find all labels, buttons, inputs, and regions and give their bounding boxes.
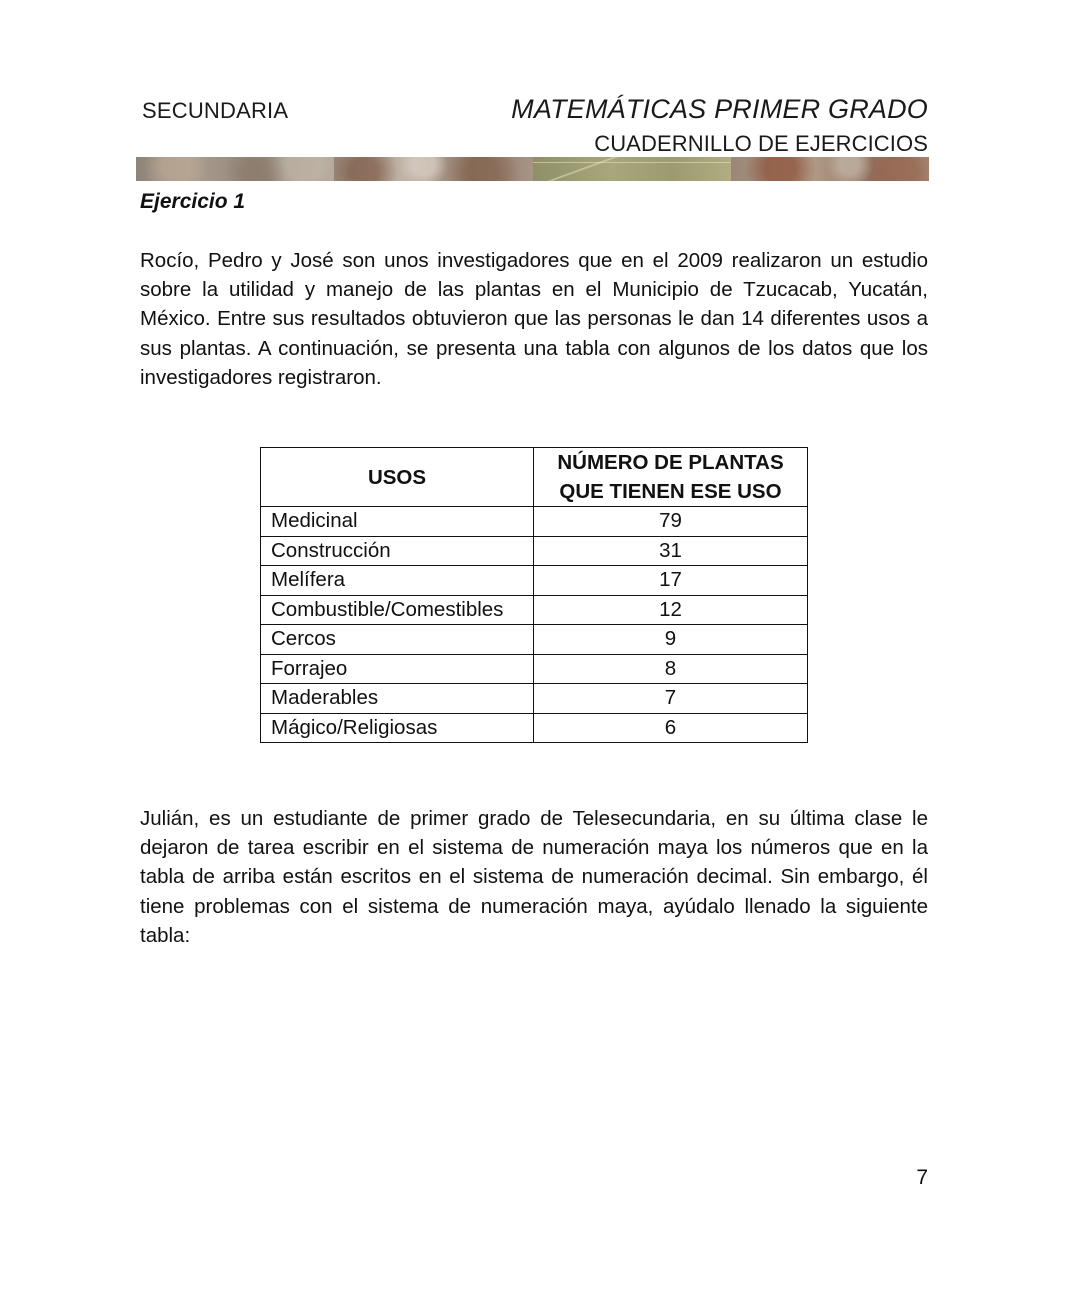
- use-cell: Combustible/Comestibles: [261, 595, 534, 625]
- banner-texture-segment: [731, 157, 929, 181]
- use-cell: Forrajeo: [261, 654, 534, 684]
- header-numero-plantas-text: NÚMERO DE PLANTAS QUE TIENEN ESE USO: [557, 451, 784, 503]
- use-cell: Maderables: [261, 684, 534, 714]
- count-cell: 79: [534, 507, 808, 537]
- exercise-title: Ejercicio 1: [140, 190, 246, 213]
- table-row: [261, 654, 808, 684]
- header-decorative-banner: [136, 157, 929, 181]
- header-level-label: SECUNDARIA: [142, 98, 289, 123]
- use-cell: Cercos: [261, 625, 534, 655]
- count-cell: 12: [534, 595, 808, 625]
- table-header-row: [261, 448, 808, 507]
- count-cell: 17: [534, 566, 808, 596]
- header-numero-plantas: [534, 448, 808, 507]
- table-row: [261, 595, 808, 625]
- banner-texture-segment: [533, 157, 731, 181]
- use-cell: Mágico/Religiosas: [261, 713, 534, 743]
- table-row: [261, 684, 808, 714]
- use-cell: Construcción: [261, 536, 534, 566]
- use-cell: Medicinal: [261, 507, 534, 537]
- count-cell: 31: [534, 536, 808, 566]
- table-row: [261, 566, 808, 596]
- count-cell: 8: [534, 654, 808, 684]
- page-number: 7: [916, 1166, 928, 1189]
- header-usos: USOS: [261, 448, 534, 507]
- table-row: [261, 536, 808, 566]
- count-cell: 7: [534, 684, 808, 714]
- count-cell: 9: [534, 625, 808, 655]
- plant-uses-table: [260, 447, 808, 743]
- use-cell: Melífera: [261, 566, 534, 596]
- banner-texture-segment: [334, 157, 532, 181]
- table-row: [261, 507, 808, 537]
- table-row: [261, 713, 808, 743]
- banner-texture-segment: [136, 157, 334, 181]
- header-subtitle: CUADERNILLO DE EJERCICIOS: [594, 131, 928, 156]
- intro-paragraph: Rocío, Pedro y José son unos investigadores que en el 2009 realizaron un estudio sobre la utilidad y manejo de las plantas en el Municipio de Tzucacab, Yucatán, México. Entre sus resultados obtuvieron que las personas le dan 14 diferentes usos a sus plantas. A continuación, se presenta una tabla con algunos de los datos que los investigadores registraron.: [140, 249, 928, 389]
- header-title: MATEMÁTICAS PRIMER GRADO: [511, 94, 928, 124]
- followup-paragraph: Julián, es un estudiante de primer grado de Telesecundaria, en su última clase le dejaron de tarea escribir en el sistema de numeración maya los números que en la tabla de arriba están escritos en el sistema de numeración decimal. Sin embargo, él tiene problemas con el sistema de numeración maya, ayúdalo llenado la siguiente tabla:: [140, 807, 928, 947]
- table-row: [261, 625, 808, 655]
- count-cell: 6: [534, 713, 808, 743]
